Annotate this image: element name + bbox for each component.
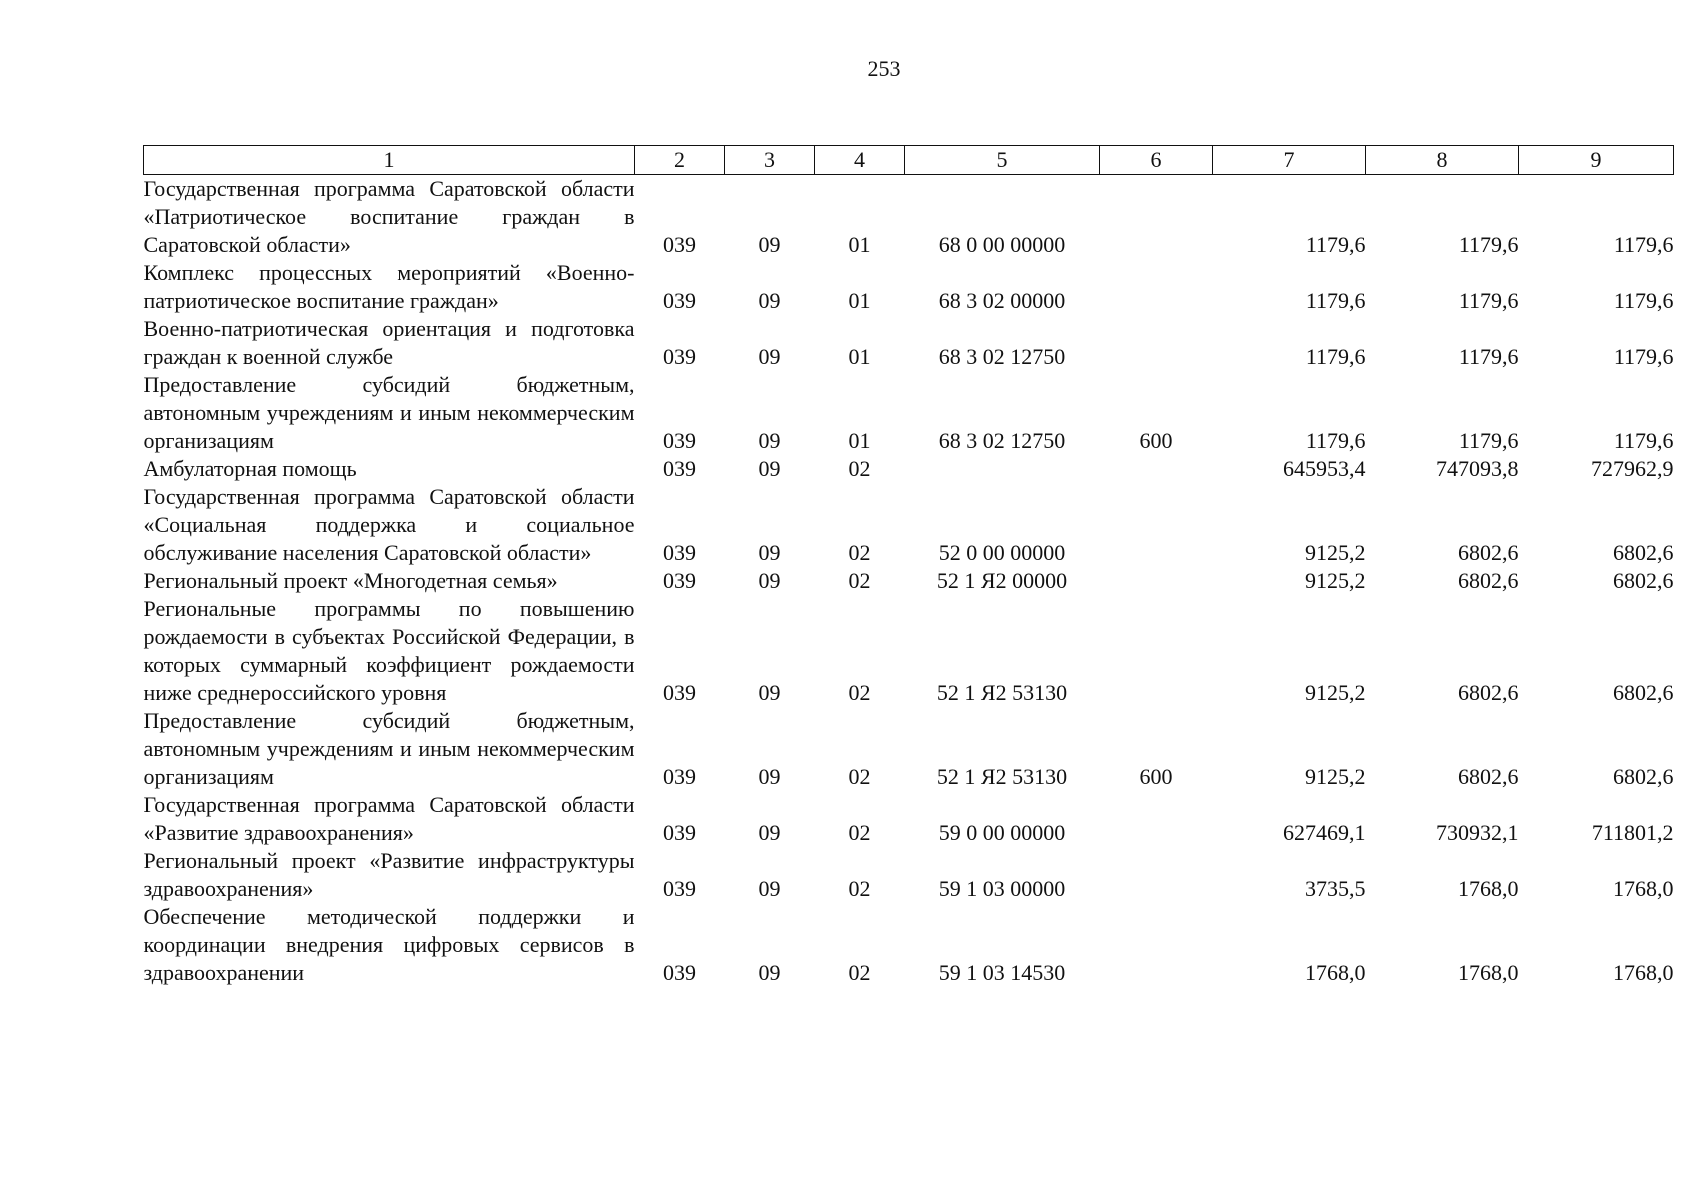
expense-type-code	[1100, 455, 1213, 483]
expense-type-code	[1100, 903, 1213, 987]
target-article-code: 59 0 00 00000	[938, 820, 1066, 845]
header-cell: 4	[815, 146, 905, 175]
amount-col-7: 9125,2	[1305, 680, 1366, 705]
grbs-code: 039	[663, 960, 696, 985]
expense-type-code	[1100, 315, 1213, 371]
amount-col-9: 1179,6	[1613, 428, 1674, 453]
header-cell: 1	[144, 146, 635, 175]
header-row	[144, 146, 1674, 175]
target-article-code: 52 0 00 00000	[938, 540, 1066, 565]
grbs-code: 039	[663, 820, 696, 845]
section-code: 09	[758, 288, 781, 313]
target-article-code: 52 1 Я2 53130	[936, 764, 1068, 789]
header-cell: 2	[635, 146, 725, 175]
amount-col-7: 1768,0	[1305, 960, 1366, 985]
expense-type-code	[1100, 175, 1213, 260]
item-name: Государственная программа Саратовской области «Патриотическое воспитание граждан в Саратовской области»	[143, 176, 635, 257]
table-row	[144, 595, 1674, 707]
amount-col-8: 747093,8	[1436, 456, 1519, 481]
amount-col-9: 1179,6	[1613, 344, 1674, 369]
expense-type-code	[1100, 595, 1213, 707]
target-article-code: 68 0 00 00000	[938, 232, 1066, 257]
page-number: 253	[867, 56, 901, 81]
amount-col-9: 6802,6	[1613, 540, 1674, 565]
grbs-code: 039	[663, 876, 696, 901]
section-code: 09	[758, 680, 781, 705]
item-name: Региональный проект «Многодетная семья»	[143, 568, 558, 593]
table-row	[144, 371, 1674, 455]
section-code: 09	[758, 820, 781, 845]
amount-col-9: 6802,6	[1613, 568, 1674, 593]
expense-type-code	[1100, 259, 1213, 315]
amount-col-7: 627469,1	[1283, 820, 1366, 845]
amount-col-8: 1179,6	[1458, 428, 1519, 453]
amount-col-9: 1768,0	[1613, 876, 1674, 901]
subsection-code: 02	[848, 820, 871, 845]
item-name: Региональные программы по повышению рождаемости в субъектах Российской Федерации, в которых суммарный коэффициент рождаемости ниже среднероссийского уровня	[143, 596, 635, 705]
expense-type-code: 600	[1139, 764, 1173, 789]
item-name: Региональный проект «Развитие инфраструктуры здравоохранения»	[143, 848, 635, 901]
amount-col-9: 1179,6	[1613, 288, 1674, 313]
amount-col-7: 1179,6	[1305, 428, 1366, 453]
amount-col-8: 1768,0	[1458, 960, 1519, 985]
amount-col-8: 6802,6	[1458, 680, 1519, 705]
amount-col-9: 1768,0	[1613, 960, 1674, 985]
subsection-code: 02	[848, 456, 871, 481]
amount-col-9: 6802,6	[1613, 680, 1674, 705]
amount-col-7: 1179,6	[1305, 232, 1366, 257]
table-row	[144, 707, 1674, 791]
amount-col-8: 1179,6	[1458, 288, 1519, 313]
item-name: Амбулаторная помощь	[143, 456, 357, 481]
amount-col-8: 1179,6	[1458, 344, 1519, 369]
grbs-code: 039	[663, 344, 696, 369]
section-code: 09	[758, 960, 781, 985]
amount-col-8: 1768,0	[1458, 876, 1519, 901]
grbs-code: 039	[663, 540, 696, 565]
section-code: 09	[758, 428, 781, 453]
table-row	[144, 791, 1674, 847]
grbs-code: 039	[663, 764, 696, 789]
target-article-code: 59 1 03 00000	[938, 876, 1066, 901]
amount-col-7: 9125,2	[1305, 568, 1366, 593]
subsection-code: 02	[848, 960, 871, 985]
expense-type-code	[1100, 847, 1213, 903]
amount-col-8: 6802,6	[1458, 764, 1519, 789]
amount-col-8: 6802,6	[1458, 540, 1519, 565]
header-cell: 6	[1100, 146, 1213, 175]
grbs-code: 039	[663, 456, 696, 481]
section-code: 09	[758, 540, 781, 565]
section-code: 09	[758, 456, 781, 481]
subsection-code: 02	[848, 764, 871, 789]
target-article-code: 59 1 03 14530	[938, 960, 1066, 985]
amount-col-9: 711801,2	[1591, 820, 1674, 845]
grbs-code: 039	[663, 428, 696, 453]
amount-col-7: 9125,2	[1305, 764, 1366, 789]
header-cell: 9	[1519, 146, 1674, 175]
expense-type-code: 600	[1139, 428, 1173, 453]
amount-col-7: 1179,6	[1305, 288, 1366, 313]
target-article-code: 68 3 02 12750	[938, 428, 1066, 453]
item-name: Государственная программа Саратовской области «Развитие здравоохранения»	[143, 792, 635, 845]
expense-type-code	[1100, 567, 1213, 595]
table-row	[144, 483, 1674, 567]
section-code: 09	[758, 344, 781, 369]
table-row	[144, 259, 1674, 315]
target-article-code: 52 1 Я2 53130	[936, 680, 1068, 705]
expense-type-code	[1100, 483, 1213, 567]
table-row	[144, 315, 1674, 371]
subsection-code: 02	[848, 568, 871, 593]
table-body	[144, 175, 1674, 988]
grbs-code: 039	[663, 288, 696, 313]
section-code: 09	[758, 232, 781, 257]
subsection-code: 01	[848, 232, 871, 257]
item-name: Обеспечение методической поддержки и координации внедрения цифровых сервисов в здравоохранении	[143, 904, 635, 985]
subsection-code: 02	[848, 680, 871, 705]
item-name: Предоставление субсидий бюджетным, автономным учреждениям и иным некоммерческим организациям	[143, 372, 635, 453]
subsection-code: 02	[848, 876, 871, 901]
target-article-code: 68 3 02 00000	[938, 288, 1066, 313]
section-code: 09	[758, 876, 781, 901]
item-name: Комплекс процессных мероприятий «Военно-патриотическое воспитание граждан»	[143, 260, 635, 313]
target-article-code: 68 3 02 12750	[938, 344, 1066, 369]
target-article-code	[905, 455, 1100, 483]
section-code: 09	[758, 568, 781, 593]
header-cell: 7	[1213, 146, 1366, 175]
amount-col-7: 645953,4	[1283, 456, 1366, 481]
table-row	[144, 567, 1674, 595]
subsection-code: 01	[848, 288, 871, 313]
item-name: Военно-патриотическая ориентация и подготовка граждан к военной службе	[143, 316, 635, 369]
amount-col-7: 9125,2	[1305, 540, 1366, 565]
amount-col-8: 730932,1	[1436, 820, 1519, 845]
header-cell: 5	[905, 146, 1100, 175]
target-article-code: 52 1 Я2 00000	[936, 568, 1068, 593]
budget-table	[143, 145, 1674, 987]
section-code: 09	[758, 764, 781, 789]
expense-type-code	[1100, 791, 1213, 847]
amount-col-9: 6802,6	[1613, 764, 1674, 789]
amount-col-9: 727962,9	[1591, 456, 1674, 481]
header-cell: 3	[725, 146, 815, 175]
grbs-code: 039	[663, 568, 696, 593]
amount-col-7: 1179,6	[1305, 344, 1366, 369]
amount-col-8: 6802,6	[1458, 568, 1519, 593]
table-row	[144, 847, 1674, 903]
header-cell: 8	[1366, 146, 1519, 175]
item-name: Государственная программа Саратовской области «Социальная поддержка и социальное обслуживание населения Саратовской области»	[143, 484, 635, 565]
subsection-code: 01	[848, 344, 871, 369]
table-header	[144, 146, 1674, 175]
item-name: Предоставление субсидий бюджетным, автономным учреждениям и иным некоммерческим организациям	[143, 708, 635, 789]
amount-col-8: 1179,6	[1458, 232, 1519, 257]
grbs-code: 039	[663, 232, 696, 257]
amount-col-9: 1179,6	[1613, 232, 1674, 257]
subsection-code: 02	[848, 540, 871, 565]
grbs-code: 039	[663, 680, 696, 705]
amount-col-7: 3735,5	[1305, 876, 1366, 901]
table-row	[144, 455, 1674, 483]
subsection-code: 01	[848, 428, 871, 453]
table-row	[144, 175, 1674, 260]
table-row	[144, 903, 1674, 987]
